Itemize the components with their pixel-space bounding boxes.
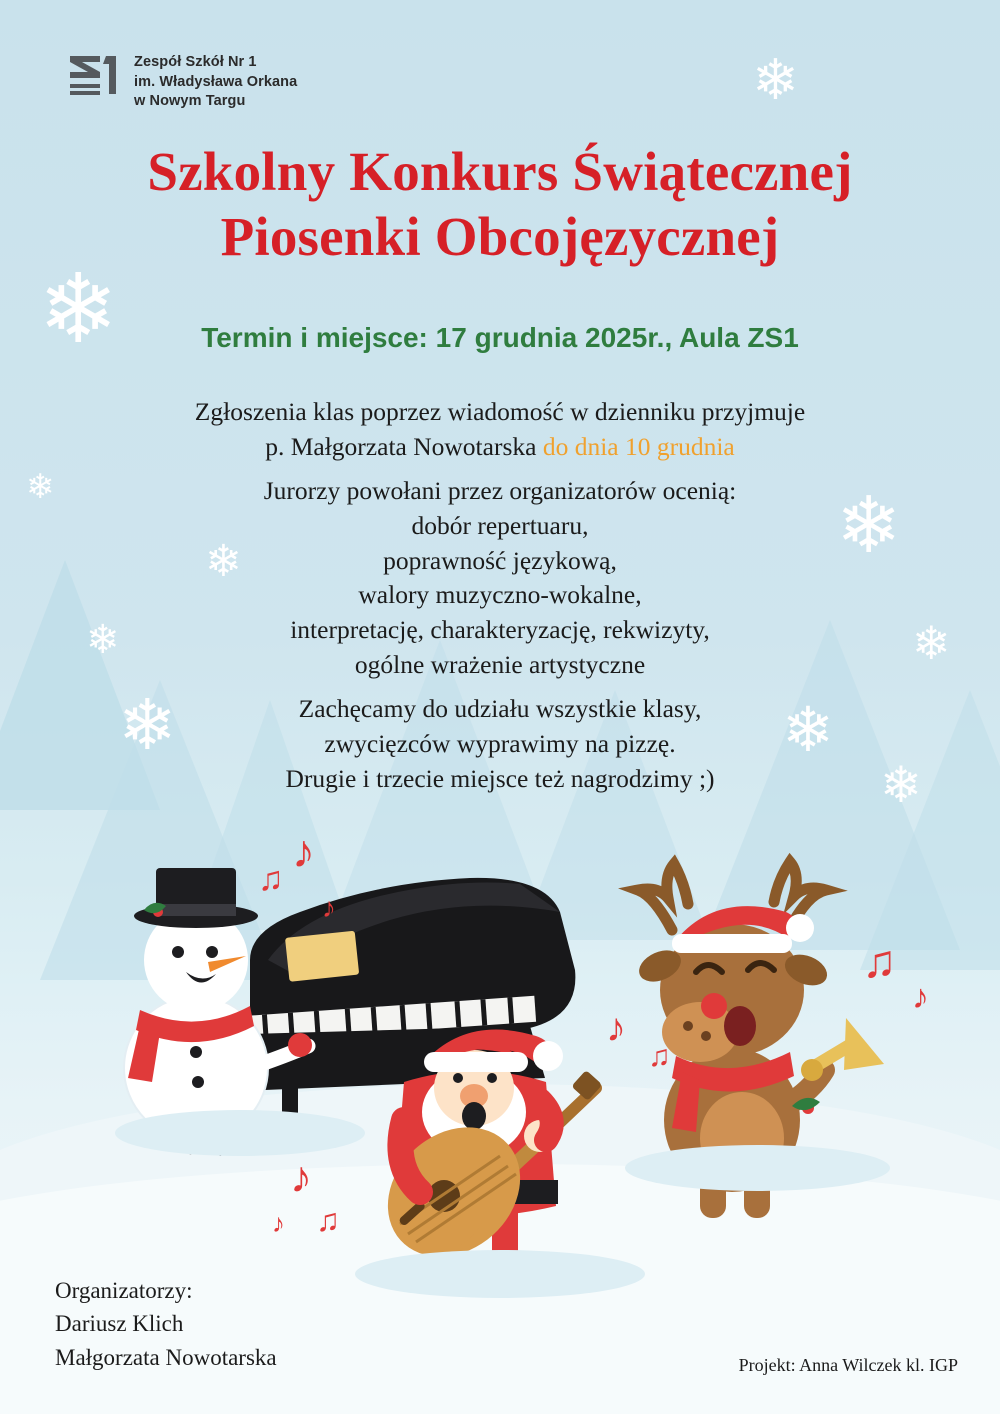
school-logo [66, 52, 297, 112]
snowflake-icon: ❄ [86, 618, 120, 662]
snowflake-icon: ❄ [782, 696, 834, 765]
zs1-logo-icon [66, 52, 120, 98]
snowflake-icon: ❄ [118, 686, 177, 764]
characters-illustration [0, 820, 1000, 1300]
paragraph-criteria [0, 474, 1000, 682]
prizes-line1: Zachęcamy do udziału wszystkie klasy, [298, 694, 702, 724]
music-note-icon: ♫ [862, 935, 897, 987]
music-note-icon: ♪ [292, 825, 315, 877]
poster-body [0, 395, 1000, 806]
snowflake-icon: ❄ [26, 468, 55, 506]
music-note-icon: ♪ [912, 978, 929, 1016]
page-title [0, 140, 1000, 270]
snowflake-icon: ❄ [836, 481, 902, 569]
snowflake-icon: ❄ [38, 256, 119, 363]
criteria-intro: Jurorzy powołani przez organizatorów ocenią: [263, 476, 737, 506]
snowflake-icon: ❄ [912, 617, 951, 669]
school-name-line3: w Nowym Targu [134, 93, 246, 110]
music-note-icon: ♫ [316, 1202, 340, 1238]
music-note-icon: ♫ [648, 1040, 671, 1073]
character-shadow [115, 1110, 365, 1156]
criteria-item-4: interpretację, charakteryzację, rekwizyty, [290, 615, 710, 645]
paragraph-prizes [0, 686, 1000, 796]
character-shadow [625, 1145, 890, 1191]
snowflake-icon: ❄ [880, 757, 922, 813]
registration-line1: Zgłoszenia klas poprzez wiadomość w dzienniku przyjmuje [194, 397, 806, 426]
criteria-item-2: poprawność językową, [383, 545, 617, 575]
criteria-item-5: ogólne wrażenie artystyczne [354, 649, 646, 679]
organizer-2: Małgorzata Nowotarska [55, 1344, 277, 1370]
music-note-icon: ♪ [272, 1208, 285, 1238]
school-name-line2: im. Władysława Orkana [134, 73, 298, 90]
school-name-line1: Zespół Szkół Nr 1 [134, 54, 257, 70]
snowflake-icon: ❄ [205, 537, 242, 586]
criteria-item-1: dobór repertuaru, [411, 511, 589, 541]
organizers-block [55, 1274, 277, 1374]
organizers-label: Organizatorzy: [55, 1277, 193, 1303]
criteria-item-3: walory muzyczno-wokalne, [358, 580, 642, 610]
snowflake-icon: ❄ [752, 48, 799, 111]
page-title-line2: Piosenki Obcojęzycznej [220, 205, 780, 267]
prizes-line2: zwycięzców wyprawimy na pizzę. [324, 729, 676, 759]
event-date-place: Termin i miejsce: 17 grudnia 2025r., Aula ZS1 [201, 322, 799, 353]
page-title-line1: Szkolny Konkurs Świątecznej [147, 141, 853, 202]
paragraph-registration [0, 395, 1000, 464]
music-note-icon: ♪ [290, 1153, 312, 1202]
registration-line2 [0, 430, 1000, 465]
school-name [134, 52, 297, 112]
trumpet [801, 1018, 884, 1081]
registration-person: p. Małgorzata Nowotarska [265, 431, 543, 461]
registration-deadline: do dnia 10 grudnia [542, 431, 735, 461]
illustration-scene [0, 820, 1000, 1300]
music-note-icon: ♫ [258, 860, 284, 898]
music-note-icon: ♪ [322, 892, 336, 923]
prizes-line3: Drugie i trzecie miejsce też nagrodzimy ;) [285, 763, 715, 793]
project-credit: Projekt: Anna Wilczek kl. IGP [738, 1355, 958, 1375]
character-shadow [355, 1250, 645, 1298]
music-note-icon: ♪ [606, 1006, 626, 1050]
organizer-1: Dariusz Klich [55, 1311, 184, 1337]
